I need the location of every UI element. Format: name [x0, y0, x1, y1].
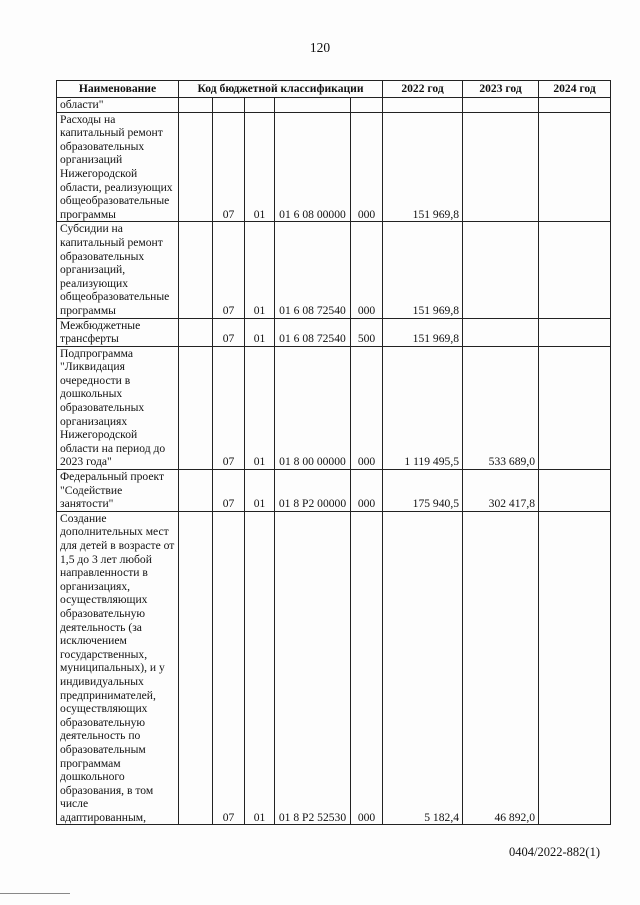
- code-expense-type: [351, 98, 383, 113]
- table-row: [57, 511, 611, 825]
- code-subsection: 01: [245, 346, 275, 469]
- code-section-blank: [179, 112, 213, 222]
- code-section-blank: [179, 470, 213, 512]
- code-expense-type: 500: [351, 318, 383, 346]
- header-code: Код бюджетной классификации: [179, 81, 383, 98]
- value-2022: 5 182,4: [383, 511, 463, 825]
- code-section-blank: [179, 98, 213, 113]
- budget-table: [56, 80, 611, 825]
- table-row: [57, 98, 611, 113]
- value-2022: 151 969,8: [383, 318, 463, 346]
- header-2023: 2023 год: [463, 81, 539, 98]
- value-2023: 46 892,0: [463, 511, 539, 825]
- code-subsection: 01: [245, 222, 275, 318]
- code-expense-type: 000: [351, 470, 383, 512]
- value-2022: 151 969,8: [383, 222, 463, 318]
- code-section-blank: [179, 346, 213, 469]
- header-2024: 2024 год: [539, 81, 611, 98]
- row-name: Межбюджетные трансферты: [57, 318, 179, 346]
- value-2024: [539, 470, 611, 512]
- code-section: 07: [213, 511, 245, 825]
- code-expense-type: 000: [351, 112, 383, 222]
- row-name: Создание дополнительных мест для детей в возрасте от 1,5 до 3 лет любой направленности в организациях, осуществляющих образовательную деятельность (за исключением государственных, муниципальных), и у индивидуальных предпринимателей, осуществляющих образовательную деятельность по образовательным программам дошкольного образования, в том числе адаптированным,: [57, 511, 179, 825]
- row-name: Федеральный проект "Содействие занятости": [57, 470, 179, 512]
- value-2024: [539, 112, 611, 222]
- table-row: [57, 470, 611, 512]
- code-subsection: 01: [245, 318, 275, 346]
- code-target-article: [275, 98, 351, 113]
- code-section: [213, 98, 245, 113]
- code-expense-type: 000: [351, 346, 383, 469]
- value-2023: [463, 222, 539, 318]
- code-subsection: 01: [245, 511, 275, 825]
- code-target-article: 01 8 00 00000: [275, 346, 351, 469]
- code-target-article: 01 6 08 72540: [275, 222, 351, 318]
- value-2022: 1 119 495,5: [383, 346, 463, 469]
- code-section-blank: [179, 511, 213, 825]
- code-target-article: 01 6 08 72540: [275, 318, 351, 346]
- value-2024: [539, 346, 611, 469]
- code-expense-type: 000: [351, 511, 383, 825]
- header-2022: 2022 год: [383, 81, 463, 98]
- row-name: Подпрограмма "Ликвидация очередности в дошкольных образовательных организациях Нижегородской области на период до 2023 года": [57, 346, 179, 469]
- code-subsection: 01: [245, 112, 275, 222]
- value-2022: 151 969,8: [383, 112, 463, 222]
- code-expense-type: 000: [351, 222, 383, 318]
- code-section: 07: [213, 112, 245, 222]
- code-section: 07: [213, 346, 245, 469]
- code-target-article: 01 8 P2 00000: [275, 470, 351, 512]
- row-name: Субсидии на капитальный ремонт образовательных организаций, реализующих общеобразовательные программы: [57, 222, 179, 318]
- code-section: 07: [213, 222, 245, 318]
- table-row: [57, 112, 611, 222]
- row-name: области": [57, 98, 179, 113]
- code-target-article: 01 8 P2 52530: [275, 511, 351, 825]
- value-2023: [463, 318, 539, 346]
- table-row: [57, 318, 611, 346]
- table-header-row: [57, 81, 611, 98]
- value-2023: [463, 112, 539, 222]
- value-2023: 302 417,8: [463, 470, 539, 512]
- value-2024: [539, 222, 611, 318]
- value-2024: [539, 511, 611, 825]
- value-2024: [539, 98, 611, 113]
- code-section-blank: [179, 318, 213, 346]
- value-2024: [539, 318, 611, 346]
- value-2022: 175 940,5: [383, 470, 463, 512]
- document-code: 0404/2022-882(1): [509, 845, 600, 859]
- value-2023: 533 689,0: [463, 346, 539, 469]
- code-section-blank: [179, 222, 213, 318]
- header-name: Наименование: [57, 81, 179, 98]
- code-section: 07: [213, 318, 245, 346]
- code-target-article: 01 6 08 00000: [275, 112, 351, 222]
- page-number: 120: [309, 40, 331, 55]
- value-2023: [463, 98, 539, 113]
- footer-rule: [0, 893, 70, 894]
- code-subsection: 01: [245, 470, 275, 512]
- table-row: [57, 222, 611, 318]
- table-row: [57, 346, 611, 469]
- value-2022: [383, 98, 463, 113]
- row-name: Расходы на капитальный ремонт образовательных организаций Нижегородской области, реализующих общеобразовательные программы: [57, 112, 179, 222]
- code-subsection: [245, 98, 275, 113]
- code-section: 07: [213, 470, 245, 512]
